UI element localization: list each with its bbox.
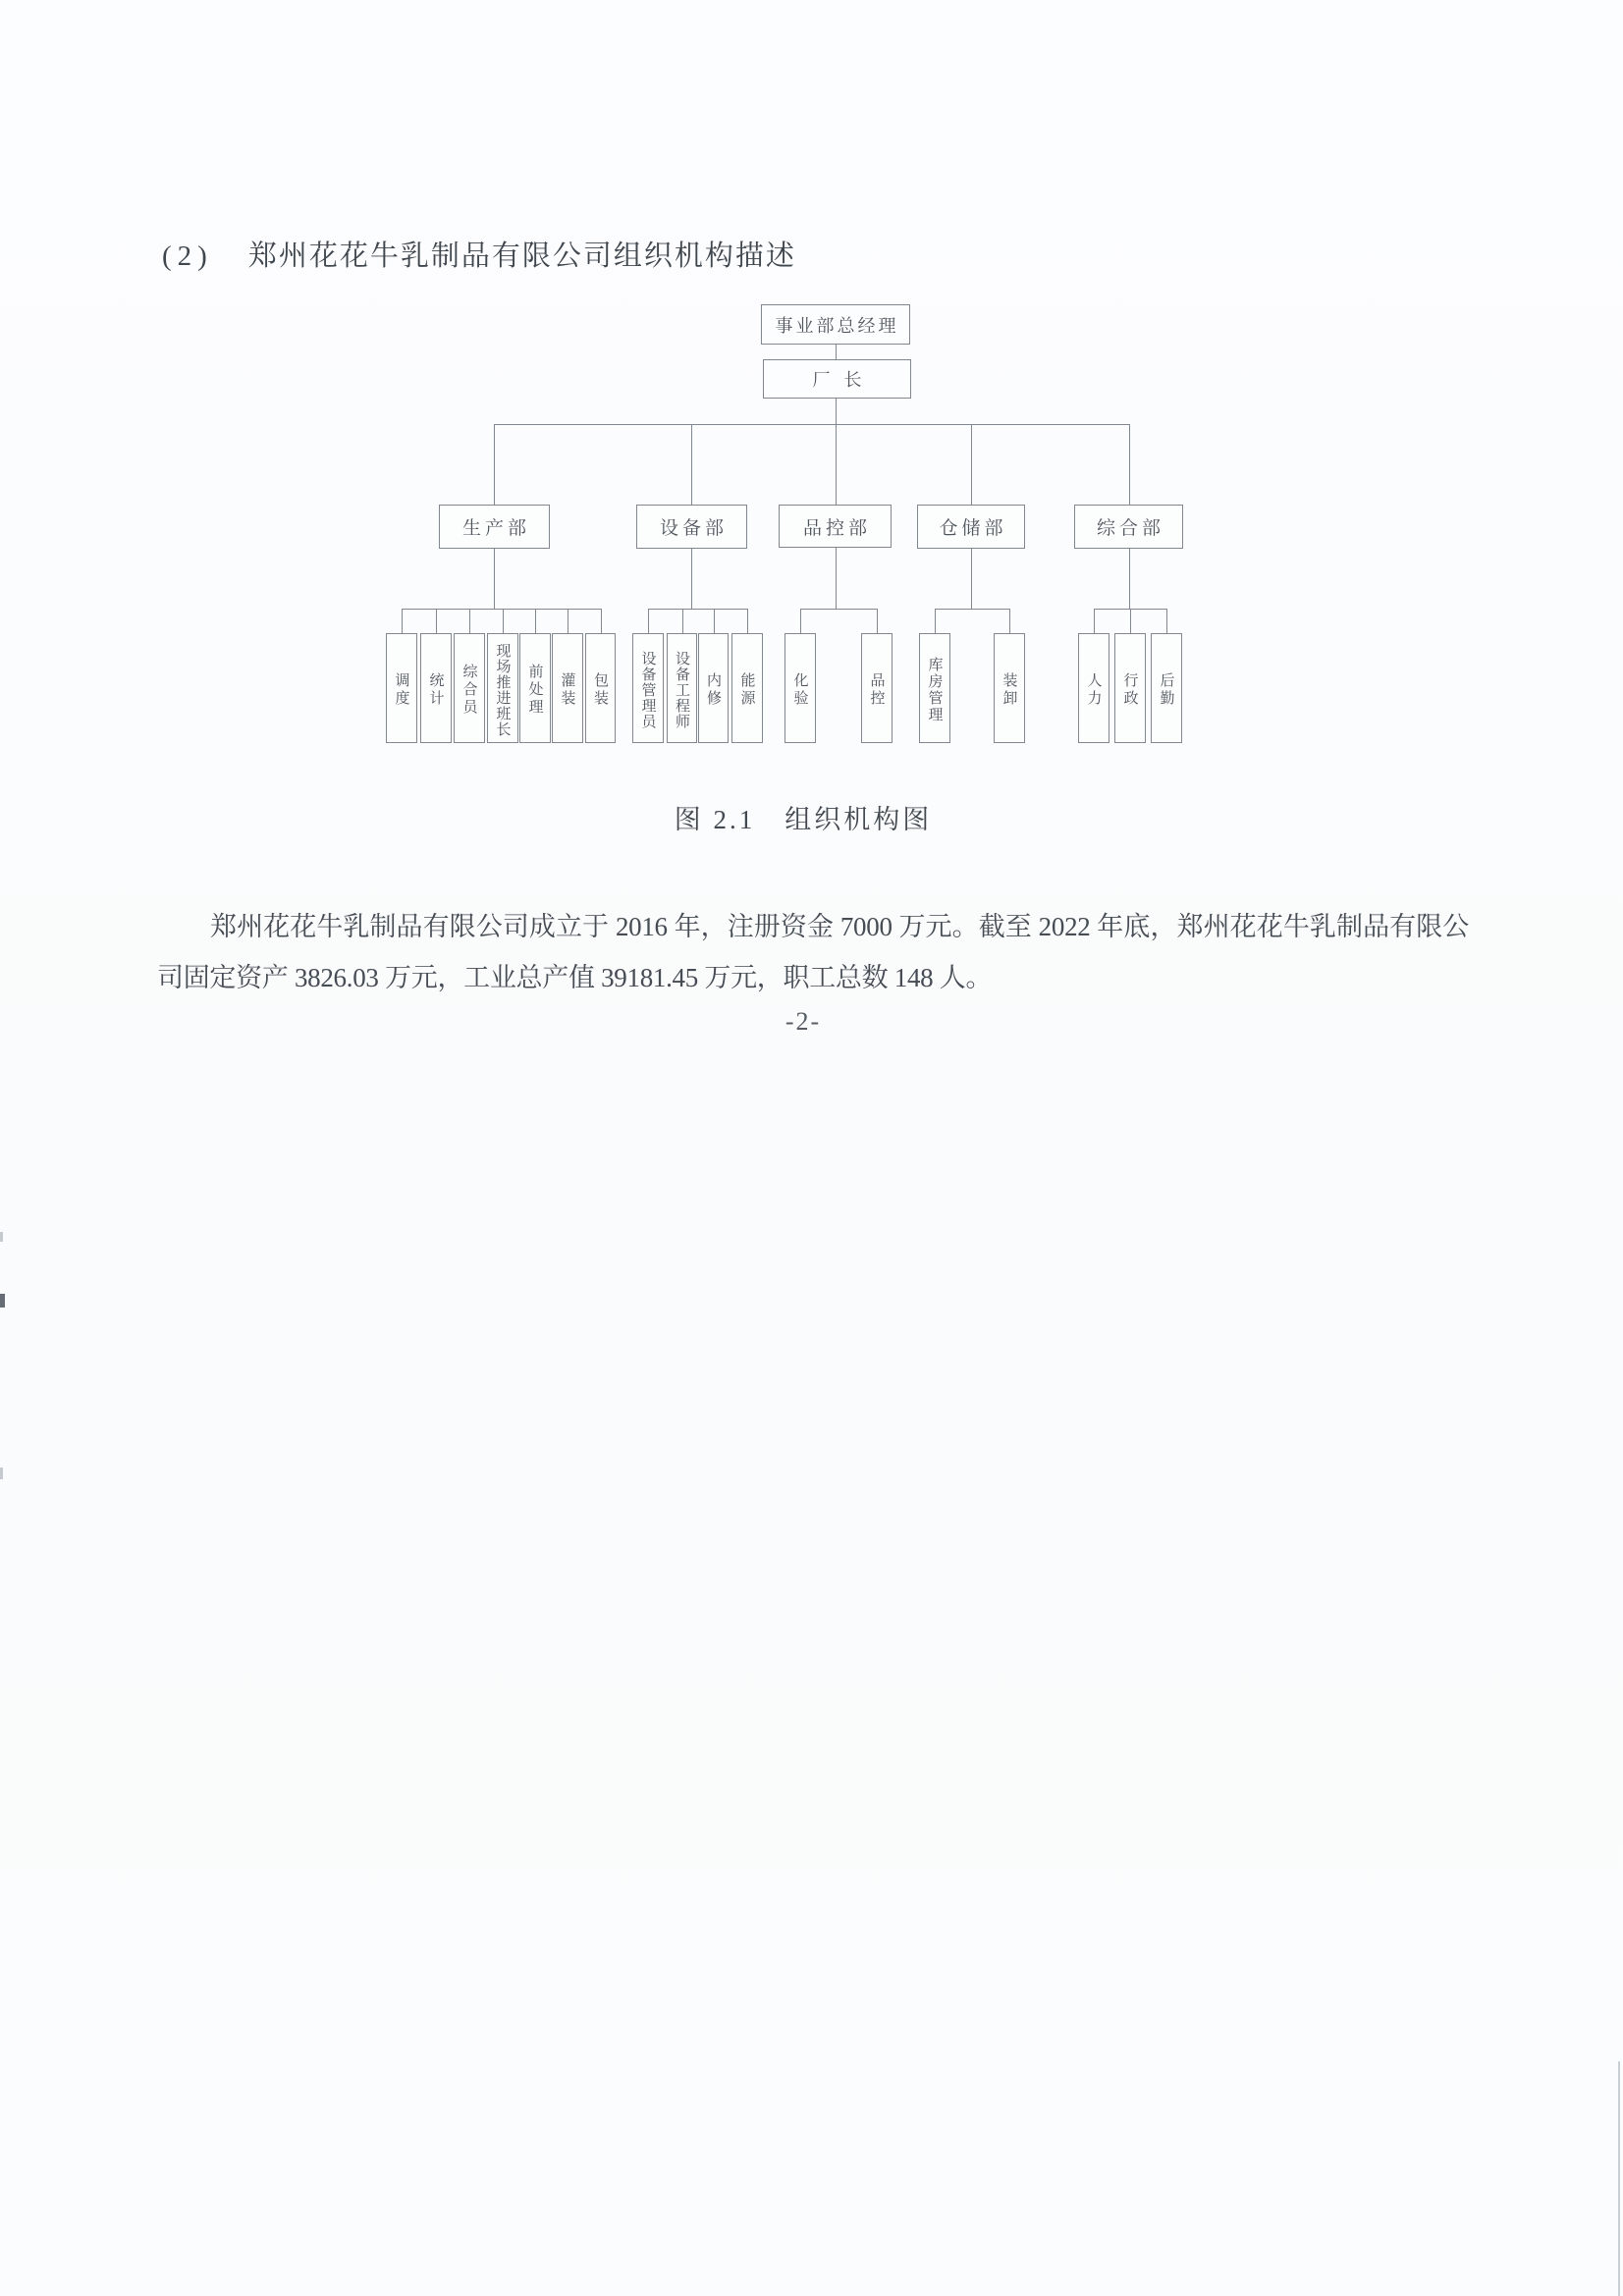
figure-caption: 图 2.1 组织机构图 [674,805,933,834]
connector-line [469,609,470,633]
scan-edge-artifact [1618,2061,1620,2296]
connector-line [971,549,972,609]
org-node-dept-equipment: 设备部 [636,505,747,549]
org-node-dept-general-affairs: 综合部 [1074,505,1183,549]
org-node-equipment-administrator: 设备管理员 [632,633,664,743]
org-node-equipment-engineer: 设备工程师 [667,633,697,743]
org-node-filling: 灌装 [552,633,583,743]
connector-line [1130,609,1131,633]
connector-line [1166,609,1167,633]
org-node-warehouse-management: 库房管理 [919,633,950,743]
connector-line [747,609,748,633]
org-node-energy: 能源 [731,633,763,743]
connector-line [601,609,602,633]
org-node-dept-warehousing: 仓储部 [917,505,1025,549]
page-number: -2- [784,1007,822,1036]
connector-line [935,609,936,633]
section-heading-number: (2) [162,240,213,272]
connector-line [494,424,495,505]
org-node-factory-director: 厂长 [763,359,911,399]
connector-line [494,549,495,609]
org-node-lab-testing: 化验 [784,633,816,743]
section-heading-title: 郑州花花牛乳制品有限公司组织机构描述 [247,240,796,272]
org-node-administration: 行政 [1114,633,1146,743]
org-node-loading-unloading: 装卸 [994,633,1025,743]
connector-line [800,609,877,610]
connector-line [535,609,536,633]
connector-line [648,609,747,610]
connector-line [1129,424,1130,505]
connector-line [971,424,972,505]
scan-edge-artifact [0,1232,3,1242]
connector-line [877,609,878,633]
connector-line [1094,609,1095,633]
org-node-packaging: 包装 [585,633,616,743]
connector-line [1009,609,1010,633]
connector-line [691,549,692,609]
org-node-statistics: 统计 [420,633,452,743]
connector-line [436,609,437,633]
scan-edge-artifact [0,1468,3,1479]
org-node-dispatch: 调度 [386,633,417,743]
connector-line [648,609,649,633]
connector-line [682,609,683,633]
connector-line [836,424,837,505]
org-node-pretreatment: 前处理 [519,633,551,743]
section-heading [162,234,796,274]
org-node-site-shift-leader: 现场推进班长 [487,633,518,743]
org-node-division-general-manager: 事业部总经理 [761,304,910,345]
connector-line [714,609,715,633]
connector-line [1129,549,1130,609]
connector-line [800,609,801,633]
body-paragraph: 郑州花花牛乳制品有限公司成立于 2016 年，注册资金 7000 万元。截至 2022 年底，郑州花花牛乳制品有限公司固定资产 3826.03 万元，工业总产值 39181.45 万元，职工总数 148 人。 [157,912,1469,992]
org-node-quality-inspection: 品控 [861,633,893,743]
connector-line [935,609,1009,610]
connector-line [494,424,1130,425]
connector-line [503,609,504,633]
connector-line [836,548,837,609]
org-node-coordinator: 综合员 [454,633,485,743]
connector-line [691,424,692,505]
connector-line [402,609,403,633]
connector-line [402,609,602,610]
connector-line [836,345,837,359]
scan-edge-artifact [0,1294,5,1308]
org-node-human-resources: 人力 [1078,633,1109,743]
org-node-internal-repair: 内修 [698,633,729,743]
connector-line [836,399,837,424]
org-node-dept-quality-control: 品控部 [779,505,892,548]
org-node-dept-production: 生产部 [439,505,550,549]
org-node-logistics: 后勤 [1151,633,1182,743]
